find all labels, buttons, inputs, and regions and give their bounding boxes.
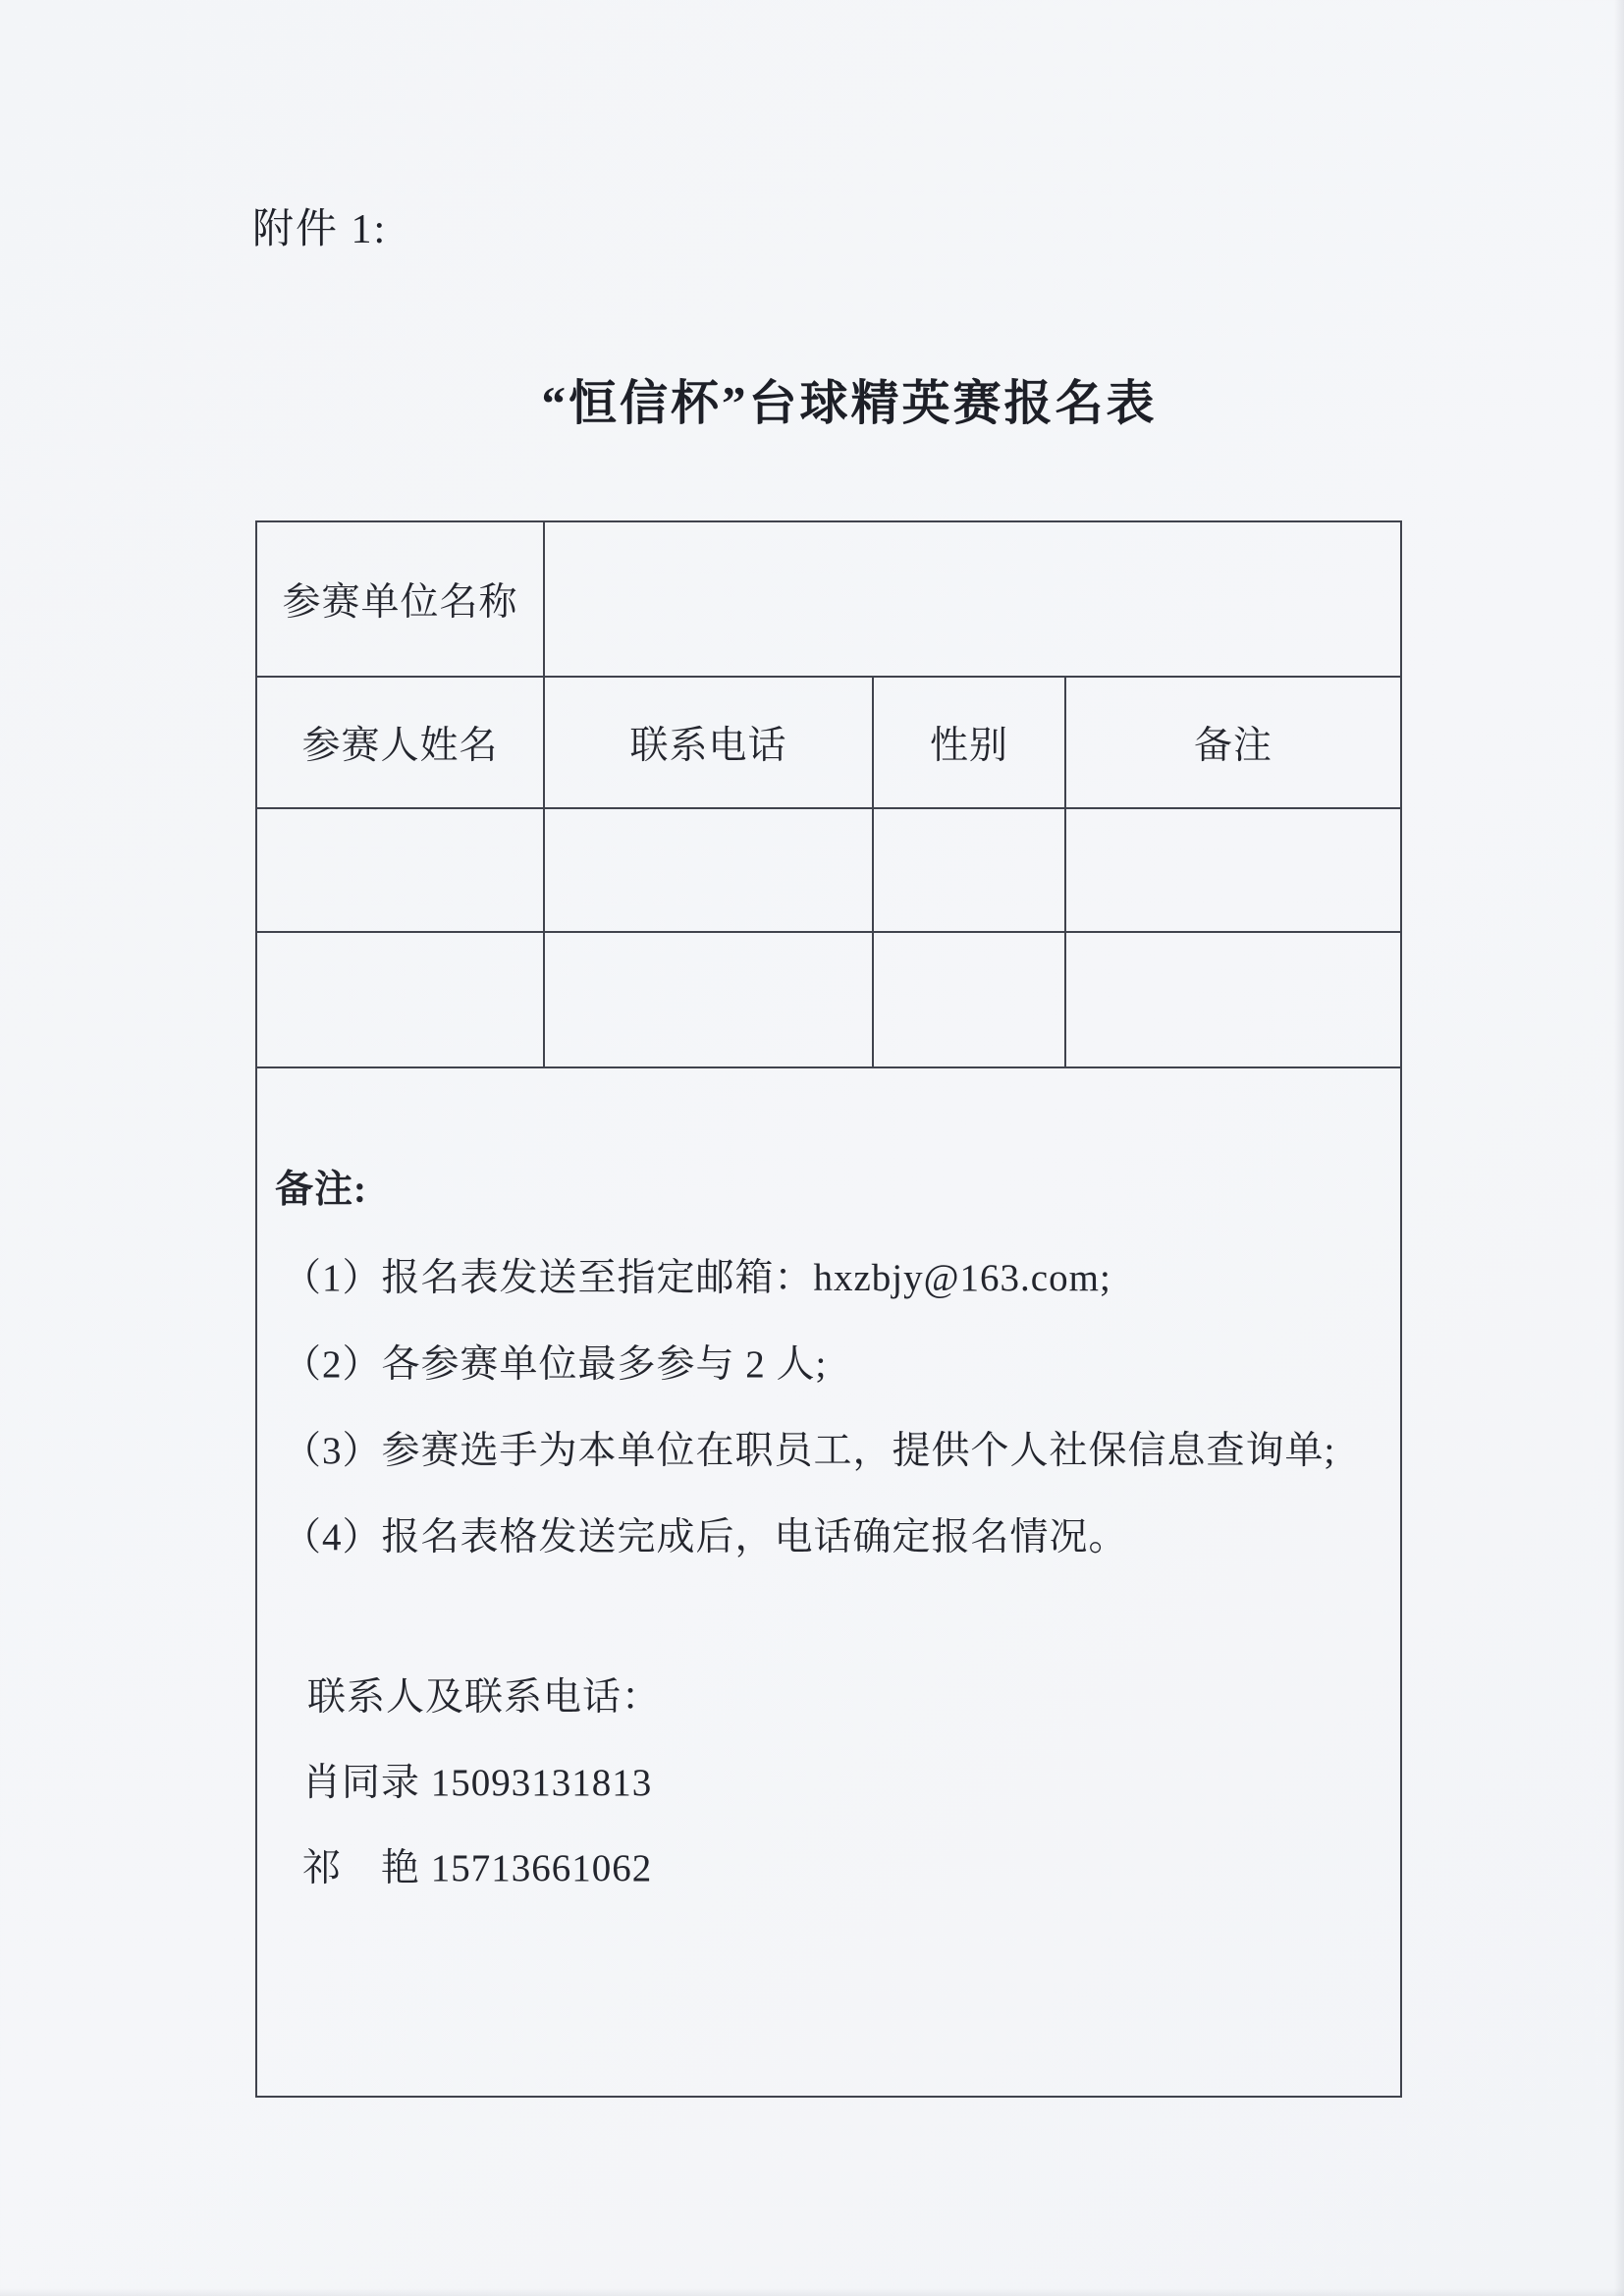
- unit-name-value-cell: [544, 521, 1401, 677]
- scan-edge-shading-bottom: [0, 2288, 1624, 2296]
- column-header-remark: 备注: [1065, 677, 1401, 808]
- scan-edge-shading-right: [1614, 0, 1624, 2296]
- column-header-phone: 联系电话: [544, 677, 873, 808]
- entry-cell-remark-1: [1065, 808, 1401, 932]
- page-title: “恒信杯”台球精英赛报名表: [541, 376, 1158, 430]
- table-row-entry-1: [256, 808, 1401, 932]
- entry-cell-gender-1: [873, 808, 1065, 932]
- entry-cell-name-2: [256, 932, 544, 1067]
- notes-cell: [256, 1067, 1401, 2097]
- entry-cell-phone-2: [544, 932, 873, 1067]
- note-item-4: （4）报名表格发送完成后，电话确定报名情况。: [283, 1516, 1128, 1558]
- note-item-2: （2）各参赛单位最多参与 2 人;: [283, 1343, 828, 1386]
- contact-line-2: 祁 艳 15713661062: [302, 1847, 653, 1889]
- contact-heading: 联系人及联系电话：: [307, 1676, 662, 1719]
- table-row-entry-2: [256, 932, 1401, 1067]
- notes-heading: 备注:: [275, 1169, 367, 1211]
- entry-cell-name-1: [256, 808, 544, 932]
- note-item-1: （1）报名表发送至指定邮箱：hxzbjy@163.com;: [283, 1257, 1111, 1299]
- entry-cell-remark-2: [1065, 932, 1401, 1067]
- note-item-3: （3）参赛选手为本单位在职员工，提供个人社保信息查询单;: [283, 1430, 1336, 1472]
- column-header-participant-name: 参赛人姓名: [256, 677, 544, 808]
- column-header-gender: 性别: [873, 677, 1065, 808]
- table-row-column-headers: [256, 677, 1401, 808]
- entry-cell-gender-2: [873, 932, 1065, 1067]
- unit-name-label: 参赛单位名称: [256, 521, 544, 677]
- table-row-notes: [256, 1067, 1401, 2097]
- contact-line-1: 肖同录 15093131813: [302, 1762, 653, 1804]
- table-row-unit-name: [256, 521, 1401, 677]
- attachment-label: 附件 1:: [252, 207, 388, 252]
- registration-table: [255, 520, 1402, 2098]
- entry-cell-phone-1: [544, 808, 873, 932]
